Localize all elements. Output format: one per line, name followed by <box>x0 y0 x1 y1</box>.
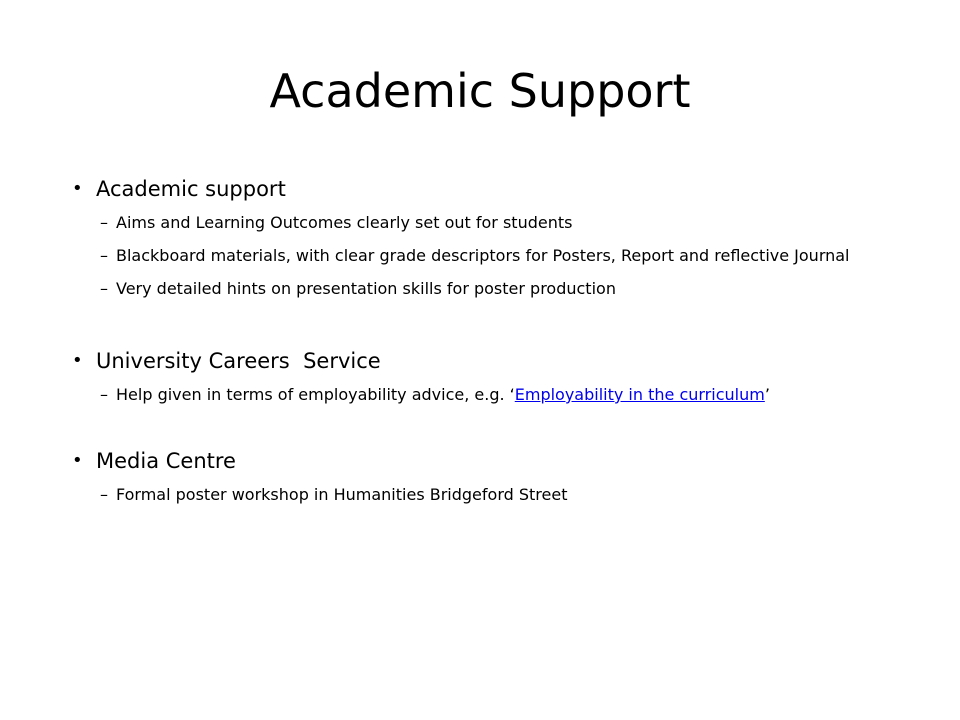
sub-item-suffix: ’ <box>764 385 770 404</box>
sub-list <box>72 482 852 508</box>
bullet-item <box>72 172 852 206</box>
sub-item <box>72 243 852 269</box>
dash-icon: – <box>100 485 108 504</box>
sub-item <box>72 482 852 508</box>
bullet-heading: Media Centre <box>96 449 236 473</box>
sub-list <box>72 382 852 408</box>
bullet-icon: • <box>72 350 83 371</box>
bullet-heading: University Careers Service <box>96 349 381 373</box>
section-media-centre <box>72 444 852 508</box>
sub-item <box>72 276 852 302</box>
sub-item-text: Aims and Learning Outcomes clearly set out for students <box>116 213 573 232</box>
sub-list <box>72 210 852 302</box>
bullet-item <box>72 344 852 378</box>
section-careers-service <box>72 344 852 408</box>
employability-link[interactable]: Employability in the curriculum <box>514 385 765 404</box>
dash-icon: – <box>100 213 108 232</box>
sub-item <box>72 382 852 408</box>
bullet-icon: • <box>72 178 83 199</box>
sub-item-text: Very detailed hints on presentation skills for poster production <box>116 279 616 298</box>
bullet-icon: • <box>72 450 83 471</box>
bullet-item <box>72 444 852 478</box>
sub-item <box>72 210 852 236</box>
sub-item-prefix: Help given in terms of employability advice, e.g. ‘ <box>116 385 515 404</box>
slide-content <box>72 172 852 550</box>
section-academic-support <box>72 172 852 302</box>
sub-item-text: Formal poster workshop in Humanities Bridgeford Street <box>116 485 568 504</box>
dash-icon: – <box>100 279 108 298</box>
dash-icon: – <box>100 385 108 404</box>
dash-icon: – <box>100 246 108 265</box>
sub-item-text: Blackboard materials, with clear grade descriptors for Posters, Report and reflective Journal <box>116 246 850 265</box>
bullet-heading: Academic support <box>96 177 286 201</box>
slide-title: Academic Support <box>269 64 691 118</box>
